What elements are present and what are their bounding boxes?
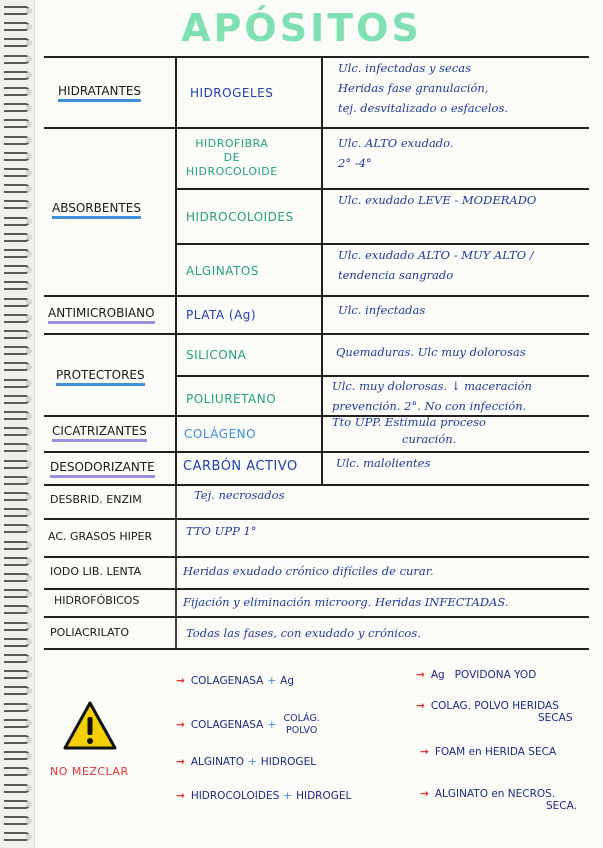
spiral-hole xyxy=(26,704,32,710)
desc-hidrocoloides: Ulc. exudado LEVE - MODERADO xyxy=(338,193,537,207)
spiral-hole xyxy=(26,267,32,273)
category-desbrid-enzim: DESBRID. ENZIM xyxy=(50,493,142,506)
category-hidrofobicos: HIDROFÓBICOS xyxy=(54,594,140,607)
spiral-hole xyxy=(26,56,32,62)
spiral-hole xyxy=(26,153,32,159)
category-protectores: PROTECTORES xyxy=(56,368,145,382)
spiral-hole xyxy=(26,607,32,613)
spiral-hole xyxy=(26,720,32,726)
spiral-hole xyxy=(26,348,32,354)
spiral-hole xyxy=(26,834,32,840)
spiral-hole xyxy=(26,801,32,807)
desc-hidrofobicos: Fijación y eliminación microorg. Heridas INFECTADAS. xyxy=(183,595,509,609)
category-iodo: IODO LIB. LENTA xyxy=(50,565,142,578)
category-poliacrilato: POLIACRILATO xyxy=(50,626,129,639)
spiral-hole xyxy=(26,251,32,257)
spiral-hole xyxy=(26,380,32,386)
spiral-hole xyxy=(26,72,32,78)
material-poliuretano: POLIURETANO xyxy=(186,392,277,406)
spiral-hole xyxy=(26,186,32,192)
material-alginatos: ALGINATOS xyxy=(186,264,259,278)
spiral-hole xyxy=(26,170,32,176)
category-desodorizante: DESODORIZANTE xyxy=(50,460,155,474)
spiral-hole xyxy=(26,623,32,629)
spiral-hole xyxy=(26,461,32,467)
category-absorbentes: ABSORBENTES xyxy=(52,201,141,215)
desc-poliuretano: Ulc. muy dolorosas. ↓ maceración prevención. 2°. No con infección. xyxy=(332,379,532,413)
material-hidrofibra: HIDROFIBRA DE HIDROCOLOIDE xyxy=(186,137,278,178)
spiral-hole xyxy=(26,315,32,321)
desc-carbon-activo: Ulc. malolientes xyxy=(336,456,431,470)
spiral-hole xyxy=(26,105,32,111)
mix-left-4: → HIDROCOLOIDES + HIDROGEL xyxy=(176,790,352,802)
material-silicona: SILICONA xyxy=(186,348,247,362)
desc-alginatos: Ulc. exudado ALTO - MUY ALTO / tendencia sangrado xyxy=(338,248,534,282)
desc-iodo: Heridas exudado crónico difíciles de curar. xyxy=(183,564,434,578)
category-cicatrizantes: CICATRIZANTES xyxy=(52,424,147,438)
spiral-hole xyxy=(26,785,32,791)
page-title: APÓSITOS xyxy=(181,6,422,50)
spiral-hole xyxy=(26,526,32,532)
desc-hidrofibra: Ulc. ALTO exudado. 2° -4° xyxy=(338,136,454,170)
desc-silicona: Quemaduras. Ulc muy dolorosas xyxy=(336,345,526,359)
spiral-hole xyxy=(26,218,32,224)
mix-left-2: → COLAGENASA + COLÁG. POLVO xyxy=(176,713,320,736)
spiral-hole xyxy=(26,364,32,370)
spiral-hole xyxy=(26,769,32,775)
desc-colageno: Tto UPP. Estimula proceso curación. xyxy=(332,415,486,446)
mix-right-3: → FOAM en HERIDA SECA xyxy=(420,746,557,758)
spiral-hole xyxy=(26,688,32,694)
spiral-hole xyxy=(26,639,32,645)
material-carbon-activo: CARBÓN ACTIVO xyxy=(183,459,298,474)
desc-ac-grasos: TTO UPP 1° xyxy=(186,524,257,538)
desc-desbrid-enzim: Tej. necrosados xyxy=(194,488,285,502)
spiral-hole xyxy=(26,510,32,516)
spiral-hole xyxy=(26,396,32,402)
no-mezclar-label: NO MEZCLAR xyxy=(50,765,129,778)
warning-icon xyxy=(62,700,118,752)
category-ac-grasos: AC. GRASOS HIPER xyxy=(48,530,153,543)
spiral-hole xyxy=(26,89,32,95)
spiral-hole xyxy=(26,445,32,451)
spiral-hole xyxy=(26,332,32,338)
spiral-hole xyxy=(26,656,32,662)
spiral-hole xyxy=(26,753,32,759)
material-colageno: COLÁGENO xyxy=(184,427,257,441)
material-hidrocoloides: HIDROCOLOIDES xyxy=(186,210,294,224)
spiral-hole xyxy=(26,234,32,240)
spiral-hole xyxy=(26,672,32,678)
spiral-hole xyxy=(26,413,32,419)
spiral-hole xyxy=(26,202,32,208)
mix-right-2: → COLAG. POLVO HERIDAS SECAS xyxy=(416,700,573,724)
spiral-hole xyxy=(26,591,32,597)
mix-left-1: → COLAGENASA + Ag xyxy=(176,675,295,687)
category-hidratantes: HIDRATANTES xyxy=(58,84,141,98)
spiral-hole xyxy=(26,542,32,548)
desc-plata: Ulc. infectadas xyxy=(338,303,426,317)
mix-right-1: → Ag POVIDONA YOD xyxy=(416,669,537,681)
spiral-hole xyxy=(26,283,32,289)
category-antimicrobiano: ANTIMICROBIANO xyxy=(48,306,155,320)
spiral-hole xyxy=(26,429,32,435)
spiral-hole xyxy=(26,299,32,305)
mix-left-3: → ALGINATO + HIDROGEL xyxy=(176,756,317,768)
spiral-hole xyxy=(26,558,32,564)
spiral-binding xyxy=(0,0,35,848)
spiral-hole xyxy=(26,121,32,127)
material-plata: PLATA (Ag) xyxy=(186,308,257,322)
spiral-hole xyxy=(26,477,32,483)
spiral-hole xyxy=(26,575,32,581)
spiral-hole xyxy=(26,737,32,743)
desc-hidrogeles: Ulc. infectadas y secas Heridas fase granulación, tej. desvitalizado o esfacelos. xyxy=(338,61,509,115)
mix-right-4: → ALGINATO en NECROS. SECA. xyxy=(420,788,577,812)
material-hidrogeles: HIDROGELES xyxy=(190,86,274,100)
spiral-hole xyxy=(26,137,32,143)
spiral-hole xyxy=(26,818,32,824)
spiral-hole xyxy=(26,494,32,500)
desc-poliacrilato: Todas las fases, con exudado y crónicos. xyxy=(186,626,421,640)
